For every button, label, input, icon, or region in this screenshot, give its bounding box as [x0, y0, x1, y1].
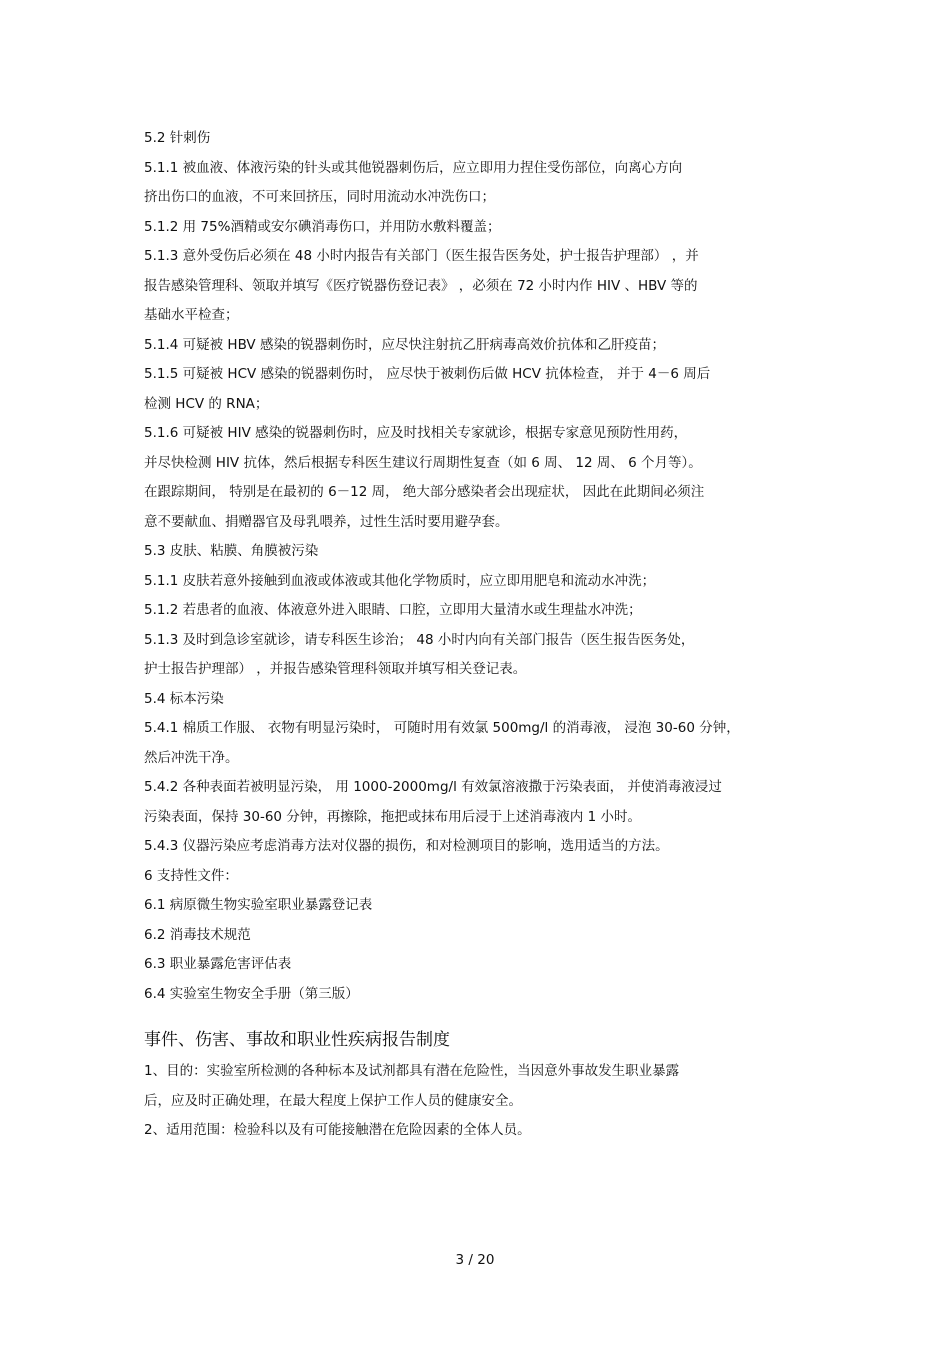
text-line: 并尽快检测 HIV 抗体，然后根据专科医生建议行周期性复查（如 6 周、 12 周、 6 个月等）。 [144, 454, 702, 471]
text-line: 后，应及时正确处理，在最大程度上保护工作人员的健康安全。 [144, 1092, 522, 1109]
text-line: 6.1 病原微生物实验室职业暴露登记表 [144, 897, 373, 913]
text-line: 5.3 皮肤、粘膜、角膜被污染 [144, 543, 319, 559]
text-line: 2、适用范围：检验科以及有可能接触潜在危险因素的全体人员。 [144, 1122, 531, 1138]
text-line: 5.1.1 皮肤若意外接触到血液或体液或其他化学物质时，应立即用肥皂和流动水冲洗； [144, 572, 656, 589]
text-line: 6 支持性文件： [144, 867, 238, 884]
text-line: 5.1.4 可疑被 HBV 感染的锐器刺伤时，应尽快注射抗乙肝病毒高效价抗体和乙肝疫苗； [144, 336, 665, 353]
text-line: 然后冲洗干净。 [144, 749, 239, 766]
text-line: 5.1.2 用 75%酒精或安尔碘消毒伤口，并用防水敷料覆盖； [144, 218, 501, 235]
text-line: 5.1.5 可疑被 HCV 感染的锐器刺伤时， 应尽快于被刺伤后做 HCV 抗体检查， 并于 4－6 周后 [144, 366, 711, 382]
text-line: 污染表面，保持 30-60 分钟，再擦除，拖把或抹布用后浸于上述消毒液内 1 小时。 [144, 808, 641, 825]
text-line: 基础水平检查； [144, 307, 239, 323]
text-line: 护士报告护理部） ，并报告感染管理科领取并填写相关登记表。 [144, 661, 527, 677]
text-line: 5.4 标本污染 [144, 690, 224, 707]
text-line: 5.1.3 意外受伤后必须在 48 小时内报告有关部门（医生报告医务处，护士报告护理部） ，并 [144, 248, 699, 264]
text-line: 意不要献血、捐赠器官及母乳喂养，过性生活时要用避孕套。 [144, 513, 509, 530]
text-line: 5.1.3 及时到急诊室就诊，请专科医生诊治； 48 小时内向有关部门报告（医生报告医务处， [144, 631, 695, 648]
page-body [144, 124, 809, 1146]
text-line: 6.2 消毒技术规范 [144, 926, 251, 943]
text-line: 5.4.2 各种表面若被明显污染， 用 1000-2000mg/l 有效氯溶液撒于污染表面， 并使消毒液浸过 [144, 779, 722, 795]
section-title: 事件、伤害、事故和职业性疾病报告制度 [144, 1030, 450, 1050]
text-line: 5.4.3 仪器污染应考虑消毒方法对仪器的损伤，和对检测项目的影响，选用适当的方法。 [144, 838, 669, 854]
text-line: 在跟踪期间， 特别是在最初的 6－12 周， 绝大部分感染者会出现症状， 因此在此期间必须注 [144, 484, 705, 500]
text-line: 6.3 职业暴露危害评估表 [144, 956, 292, 972]
text-line: 6.4 实验室生物安全手册（第三版） [144, 985, 359, 1002]
text-line: 检测 HCV 的 RNA； [144, 395, 269, 412]
text-line: 5.1.2 若患者的血液、体液意外进入眼睛、口腔，立即用大量清水或生理盐水冲洗； [144, 602, 642, 618]
text-line: 报告感染管理科、领取并填写《医疗锐器伤登记表》 ，必须在 72 小时内作 HIV 、HBV 等的 [144, 277, 698, 294]
page-number: 3 / 20 [455, 1252, 495, 1268]
text-line: 5.1.6 可疑被 HIV 感染的锐器刺伤时，应及时找相关专家就诊，根据专家意见预防性用药， [144, 425, 688, 441]
text-line: 5.1.1 被血液、体液污染的针头或其他锐器刺伤后，应立即用力捏住受伤部位，向离心方向 [144, 159, 683, 176]
text-line: 1、目的：实验室所检测的各种标本及试剂都具有潜在危险性，当因意外事故发生职业暴露 [144, 1063, 680, 1079]
text-line: 5.4.1 棉质工作服、 衣物有明显污染时， 可随时用有效氯 500mg/l 的消毒液， 浸泡 30-60 分钟， [144, 720, 740, 736]
text-line: 挤出伤口的血液，不可来回挤压，同时用流动水冲洗伤口； [144, 189, 495, 205]
text-line: 5.2 针刺伤 [144, 130, 211, 146]
